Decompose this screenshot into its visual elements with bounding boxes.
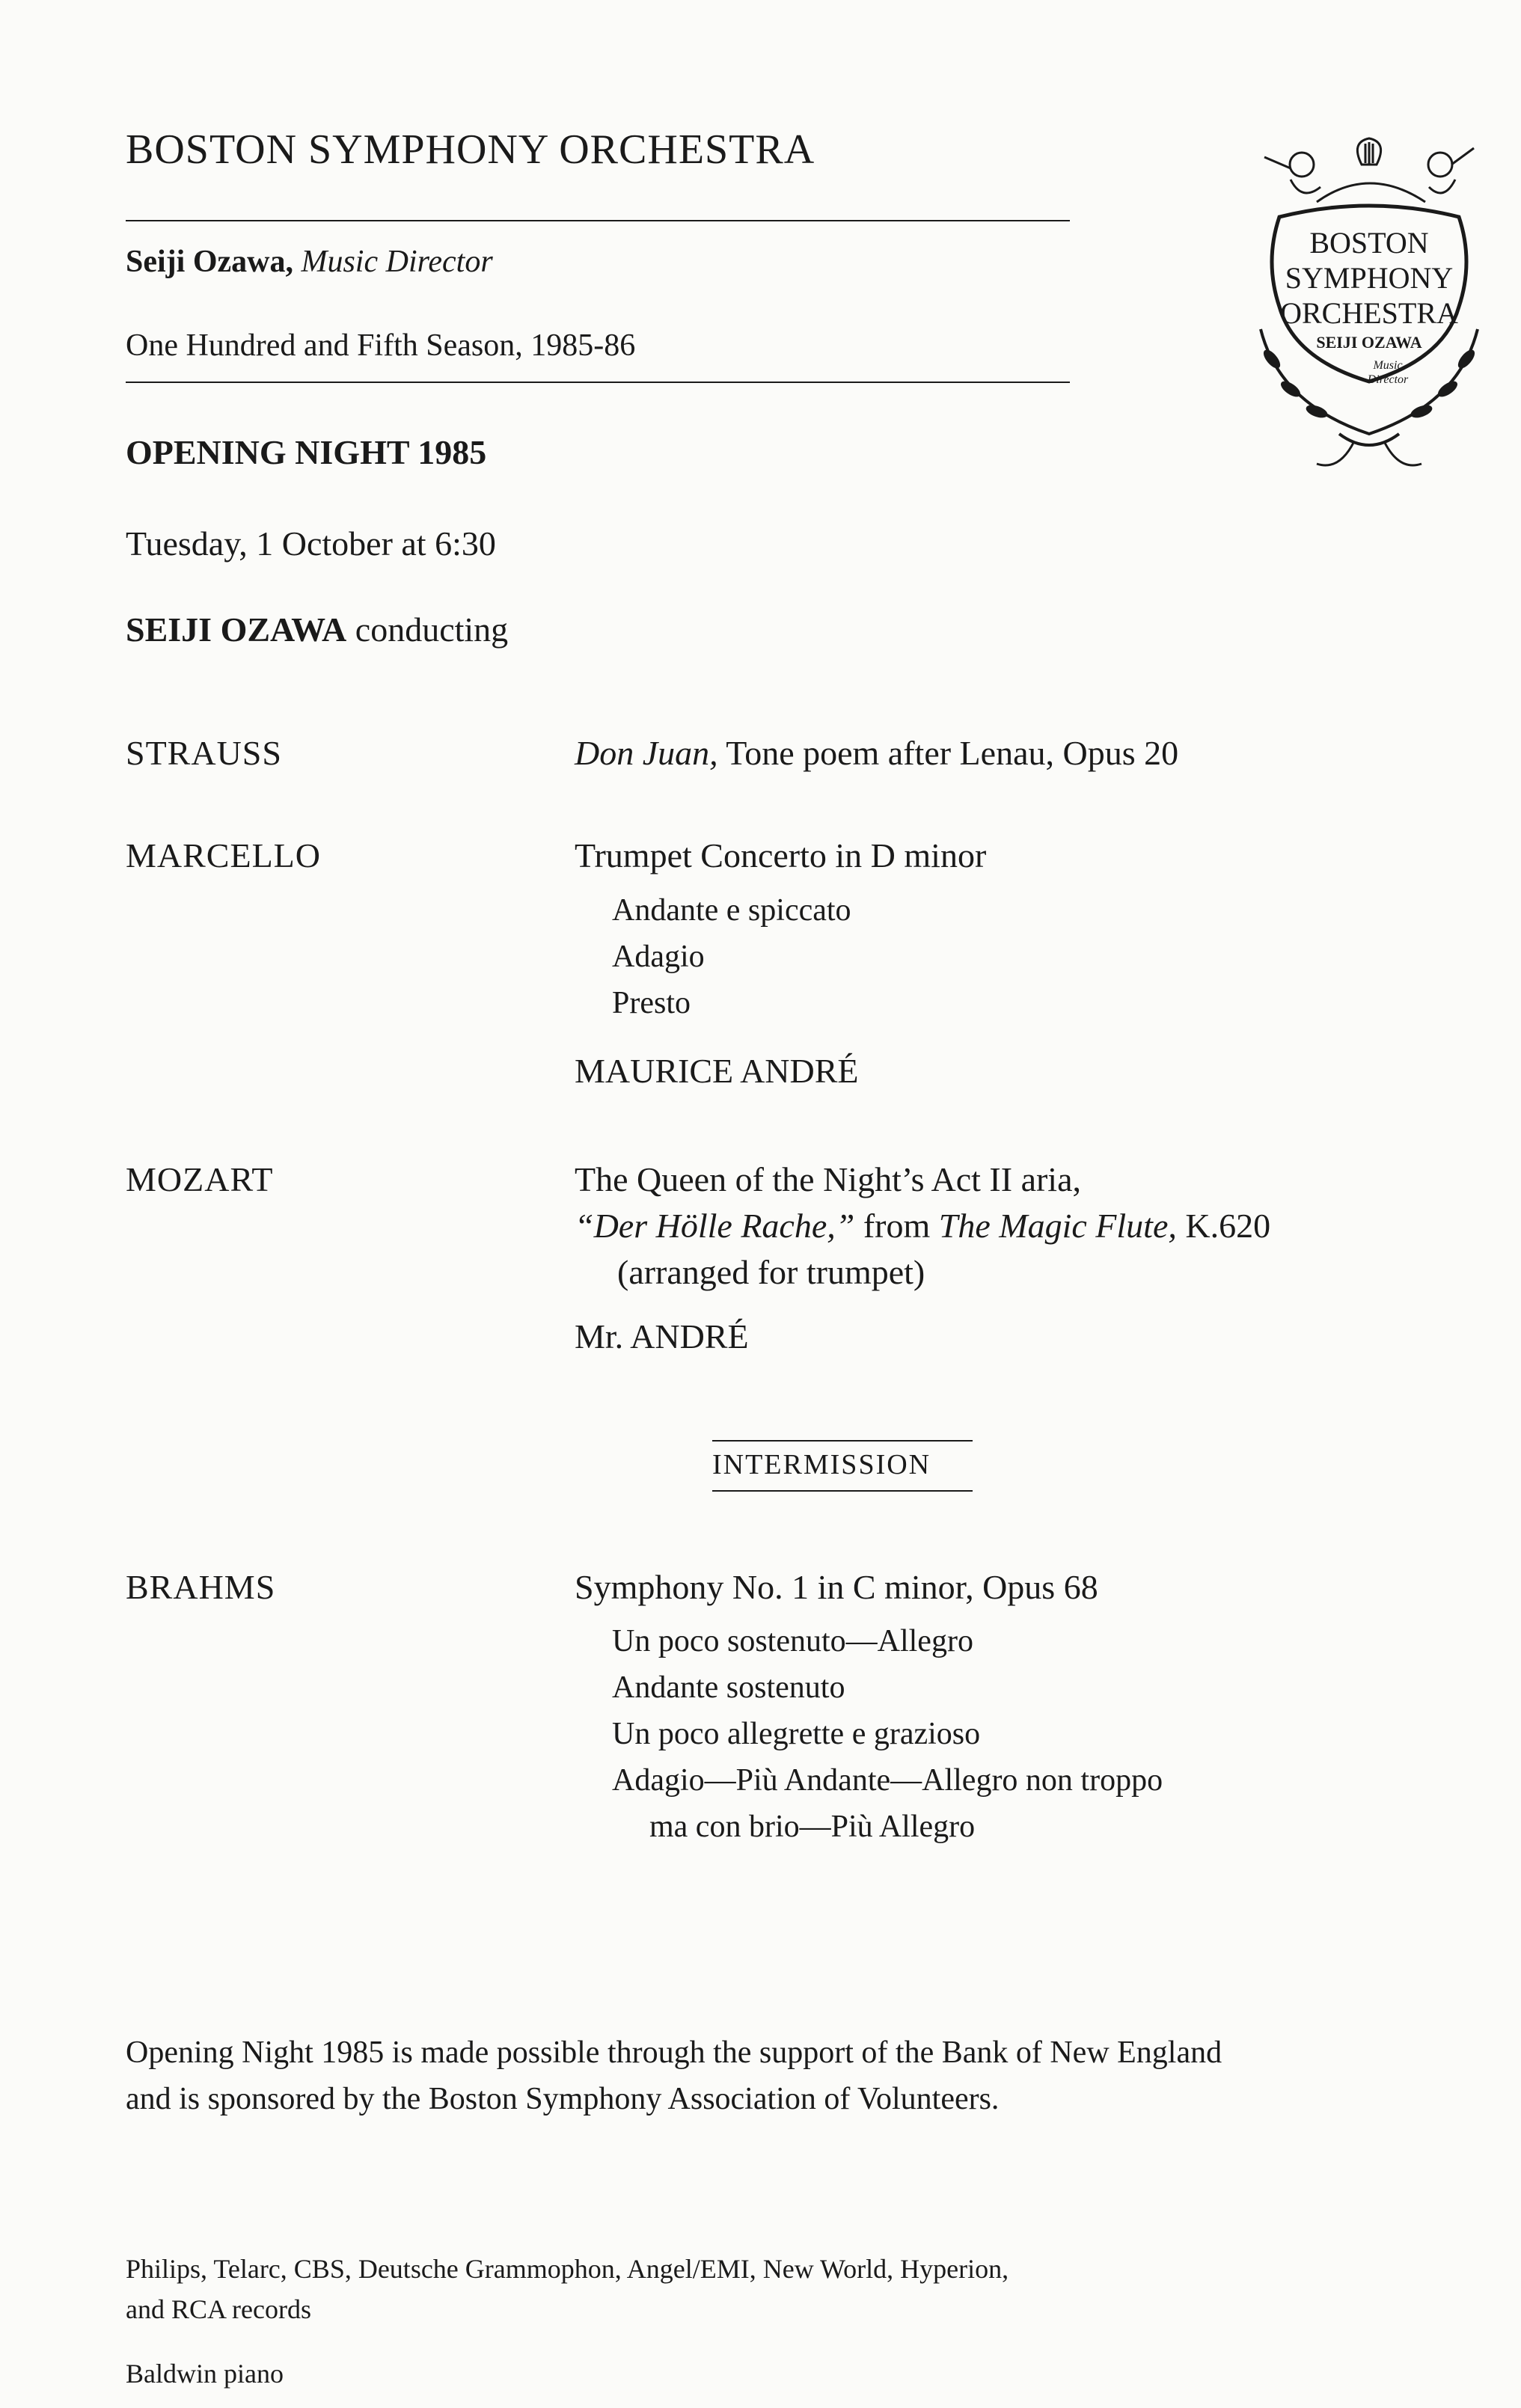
orchestra-title: BOSTON SYMPHONY ORCHESTRA: [126, 126, 815, 173]
composer-mozart: MOZART: [126, 1160, 274, 1198]
conducting-label: conducting: [346, 610, 509, 649]
work-strauss: [575, 733, 1178, 773]
records-line2: and RCA records: [126, 2294, 311, 2324]
director-title: Music Director: [301, 245, 493, 279]
composer-strauss: STRAUSS: [126, 734, 282, 772]
conductor-line: [126, 610, 508, 649]
work-mozart-opera: The Magic Flute,: [938, 1207, 1177, 1245]
work-mozart-line2: [575, 1206, 1270, 1246]
work-mozart-k: K.620: [1176, 1207, 1271, 1245]
work-mozart-from: from: [854, 1207, 939, 1245]
bso-logo: [1249, 135, 1504, 486]
work-brahms: Symphony No. 1 in C minor, Opus 68: [575, 1568, 1098, 1606]
intermission-rule-top: [712, 1440, 973, 1442]
conductor-name: SEIJI OZAWA: [126, 610, 347, 649]
support-note-line1: Opening Night 1985 is made possible through the support of the Bank of New England: [126, 2035, 1222, 2070]
intermission-rule-bottom: [712, 1490, 973, 1492]
event-date: Tuesday, 1 October at 6:30: [126, 524, 496, 563]
work-mozart-aria: “Der Hölle Rache,”: [575, 1207, 855, 1245]
season-line: One Hundred and Fifth Season, 1985-86: [126, 328, 636, 363]
logo-line2: SYMPHONY: [1285, 261, 1454, 295]
piano-credit: Baldwin piano: [126, 2359, 284, 2389]
logo-line5: Music: [1373, 359, 1403, 372]
header-divider-top: [126, 220, 1070, 221]
event-title: OPENING NIGHT 1985: [126, 433, 487, 471]
director-name: Seiji Ozawa,: [126, 245, 293, 279]
composer-brahms: BRAHMS: [126, 1568, 276, 1606]
work-strauss-title: Don Juan,: [575, 734, 718, 772]
work-mozart-line3: (arranged for trumpet): [617, 1253, 925, 1291]
header-divider-bottom: [126, 382, 1070, 383]
movement-item: Andante sostenuto: [612, 1670, 845, 1705]
logo-line6: Director: [1367, 373, 1409, 386]
work-strauss-desc: Tone poem after Lenau, Opus 20: [717, 734, 1179, 772]
movement-item: Presto: [612, 986, 691, 1020]
composer-marcello: MARCELLO: [126, 836, 321, 874]
work-marcello: Trumpet Concerto in D minor: [575, 836, 987, 874]
movement-item: Un poco sostenuto—Allegro: [612, 1624, 973, 1658]
support-note-line2: and is sponsored by the Boston Symphony Association of Volunteers.: [126, 2082, 1000, 2116]
movement-item: Andante e spiccato: [612, 893, 851, 928]
soloist-marcello: MAURICE ANDRÉ: [575, 1052, 859, 1090]
work-mozart-line1: The Queen of the Night’s Act II aria,: [575, 1160, 1081, 1198]
music-director-line: [126, 244, 493, 280]
logo-line1: BOSTON: [1309, 226, 1429, 260]
logo-line4: SEIJI OZAWA: [1316, 333, 1422, 352]
movement-item: Adagio—Più Andante—Allegro non troppo: [612, 1763, 1163, 1798]
intermission-label: INTERMISSION: [712, 1449, 931, 1480]
movement-continuation: ma con brio—Più Allegro: [649, 1810, 976, 1844]
records-line1: Philips, Telarc, CBS, Deutsche Grammophon, Angel/EMI, New World, Hyperion,: [126, 2254, 1009, 2284]
movement-item: Adagio: [612, 940, 705, 974]
movement-item: Un poco allegrette e grazioso: [612, 1717, 981, 1751]
logo-line3: ORCHESTRA: [1280, 296, 1458, 330]
soloist-mozart: Mr. ANDRÉ: [575, 1317, 749, 1355]
